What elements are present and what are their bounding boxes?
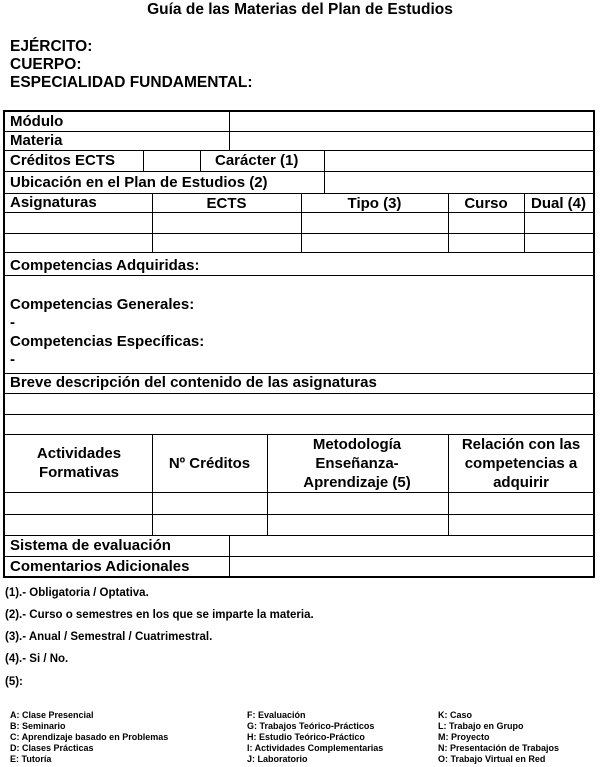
row-divider <box>5 393 593 394</box>
legend-item: K: Caso <box>438 710 473 720</box>
row-divider <box>5 171 593 172</box>
competencias-especificas-label: Competencias Específicas: <box>10 333 205 350</box>
col-divider <box>143 150 144 171</box>
actividades-formativas-header: Actividades Formativas <box>36 445 122 481</box>
ects-header: ECTS <box>206 195 247 212</box>
tipo-header: Tipo (3) <box>347 195 402 212</box>
caracter-label: Carácter (1) <box>215 152 299 169</box>
row-divider <box>5 150 593 151</box>
num-creditos-header: Nº Créditos <box>168 455 251 472</box>
col-divider <box>324 150 325 171</box>
row-divider <box>5 233 593 234</box>
legend-item: F: Evaluación <box>247 710 306 720</box>
row-divider <box>5 414 593 415</box>
footnote-3: (3).- Anual / Semestral / Cuatrimestral. <box>5 631 213 643</box>
legend-item: O: Trabajo Virtual en Red <box>438 754 546 764</box>
col-divider <box>229 556 230 577</box>
competencias-adquiridas-label: Competencias Adquiridas: <box>10 257 200 274</box>
creditos-ects-label: Créditos ECTS <box>10 152 116 169</box>
legend-item: G: Trabajos Teórico-Prácticos <box>247 721 375 731</box>
ejercito-label: EJÉRCITO: <box>10 38 93 55</box>
subject-form <box>3 110 595 578</box>
cuerpo-label: CUERPO: <box>10 56 82 73</box>
footnote-1: (1).- Obligatoria / Optativa. <box>5 587 149 599</box>
legend-item: J: Laboratorio <box>247 754 308 764</box>
col-divider <box>324 171 325 193</box>
row-divider <box>5 252 593 253</box>
row-divider <box>5 535 593 536</box>
legend-item: E: Tutoría <box>10 754 52 764</box>
breve-descripcion-label: Breve descripción del contenido de las asignaturas <box>10 374 377 391</box>
row-divider <box>5 131 593 132</box>
dual-header: Dual (4) <box>530 195 586 212</box>
legend-item: B: Seminario <box>10 721 66 731</box>
footnote-2: (2).- Curso o semestres en los que se imparte la materia. <box>5 609 314 621</box>
legend-item: N: Presentación de Trabajos <box>438 743 560 753</box>
col-divider <box>267 434 268 536</box>
metodologia-header: Metodología Enseñanza-Aprendizaje (5) <box>303 436 411 491</box>
row-divider <box>5 556 593 557</box>
col-divider <box>229 112 230 131</box>
legend-item: M: Proyecto <box>438 732 490 742</box>
legend-item: L: Trabajo en Grupo <box>438 721 524 731</box>
legend-item: I: Actividades Complementarias <box>247 743 384 753</box>
especialidad-label: ESPECIALIDAD FUNDAMENTAL: <box>10 74 253 91</box>
footnote-4: (4).- Si / No. <box>5 653 69 665</box>
asignaturas-header: Asignaturas <box>10 194 97 211</box>
legend-item: A: Clase Presencial <box>10 710 94 720</box>
col-divider <box>229 535 230 556</box>
col-divider <box>200 150 201 171</box>
curso-header: Curso <box>464 195 508 212</box>
legend-item: C: Aprendizaje basado en Problemas <box>10 732 169 742</box>
competencias-generales-label: Competencias Generales: <box>10 296 195 313</box>
ubicacion-label: Ubicación en el Plan de Estudios (2) <box>10 174 268 191</box>
col-divider <box>448 434 449 536</box>
row-divider <box>5 514 593 515</box>
row-divider <box>5 275 593 276</box>
row-divider <box>5 492 593 493</box>
relacion-competencias-header: Relación con las competencias a adquirir <box>461 436 581 491</box>
comentarios-label: Comentarios Adicionales <box>10 558 190 575</box>
col-divider <box>229 131 230 150</box>
page-title: Guía de las Materias del Plan de Estudios <box>147 1 453 18</box>
col-divider <box>152 434 153 536</box>
sistema-evaluacion-label: Sistema de evaluación <box>10 537 171 554</box>
competencias-generales-item: - <box>10 314 15 331</box>
legend-item: D: Clases Prácticas <box>10 743 94 753</box>
footnote-5: (5): <box>5 676 23 688</box>
legend-item: H: Estudio Teórico-Práctico <box>247 732 365 742</box>
materia-label: Materia <box>10 132 63 149</box>
modulo-label: Módulo <box>10 113 64 130</box>
competencias-especificas-item: - <box>10 351 15 368</box>
